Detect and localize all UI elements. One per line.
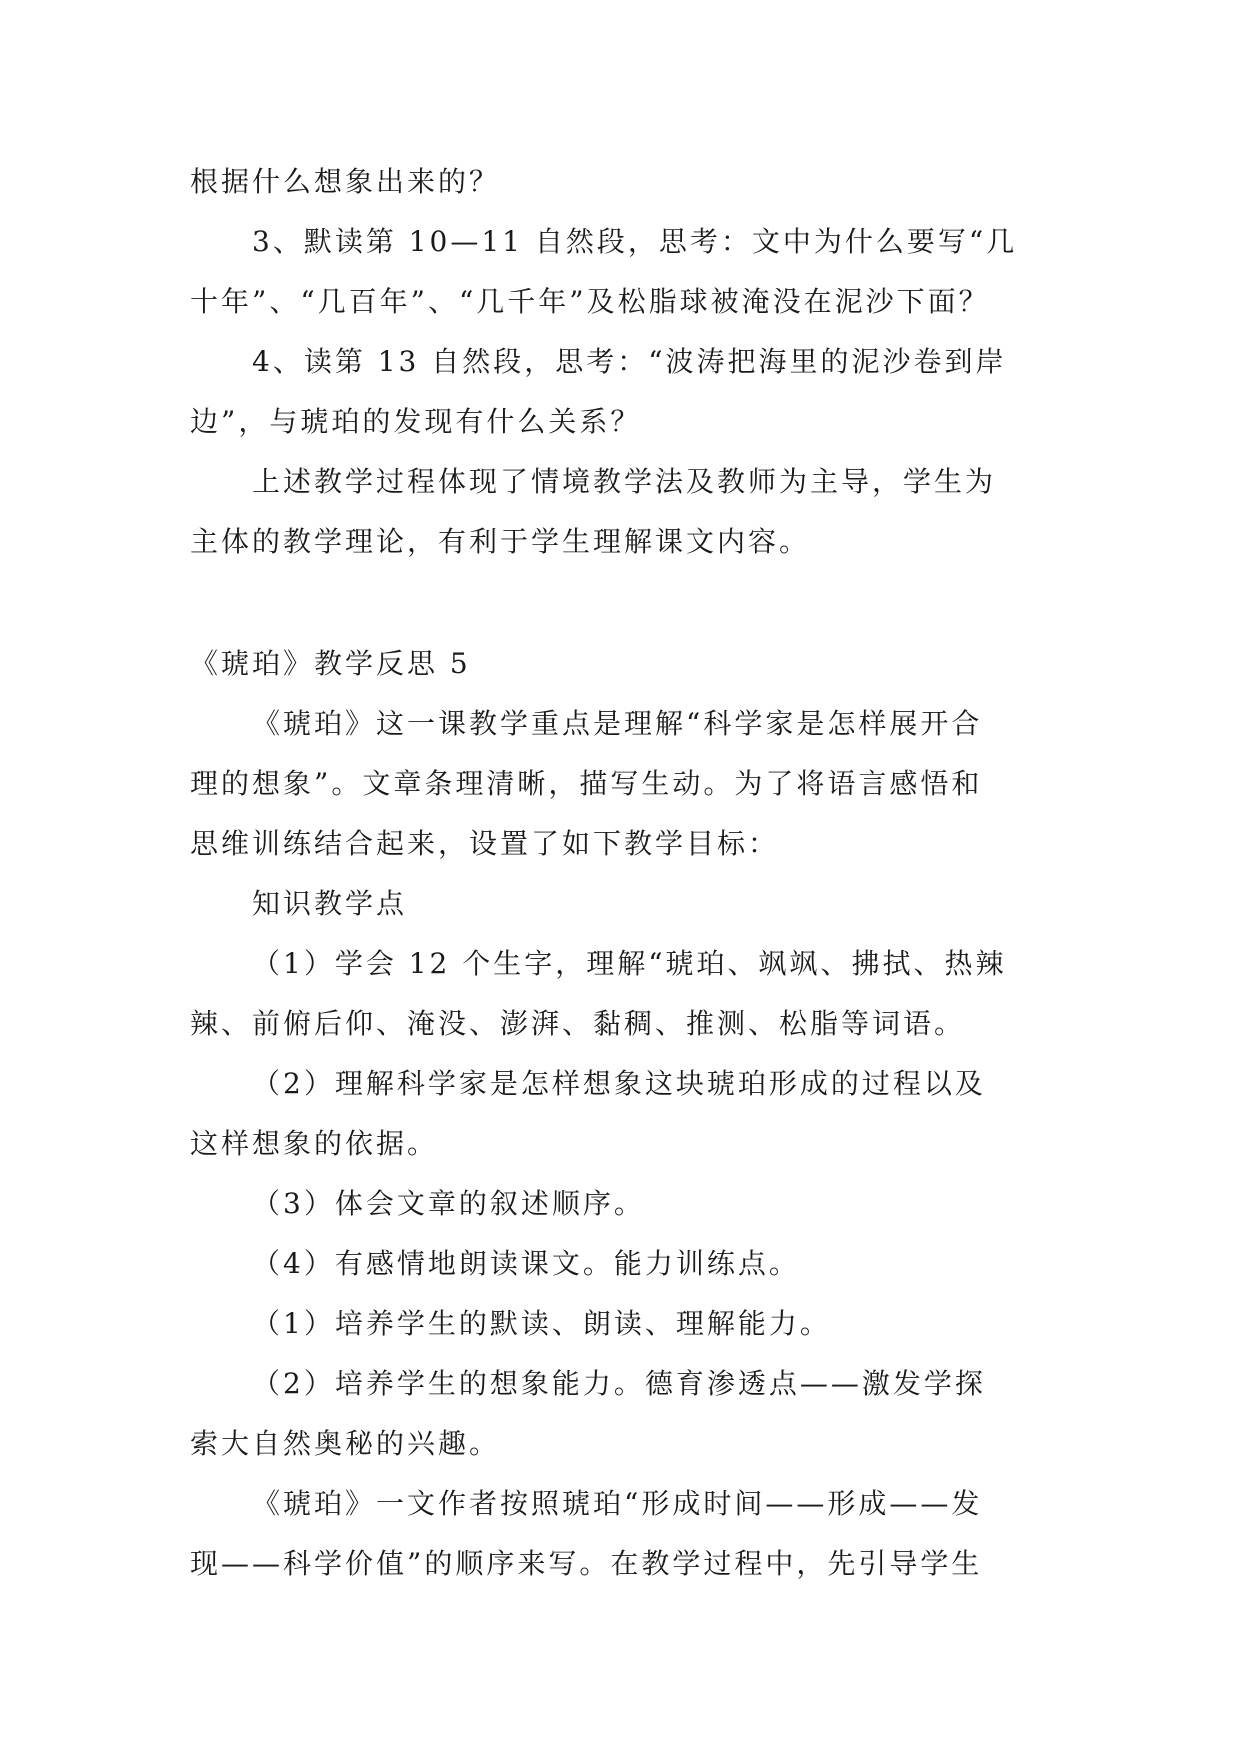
goal-line: （4）有感情地朗读课文。能力训练点。 bbox=[252, 1247, 800, 1280]
intro-line: 理的想象”。文章条理清晰，描写生动。为了将语言感悟和 bbox=[190, 767, 983, 800]
ability-line: 索大自然奥秘的兴趣。 bbox=[190, 1427, 501, 1460]
ability-line: （1）培养学生的默读、朗读、理解能力。 bbox=[252, 1307, 831, 1340]
intro-line: 思维训练结合起来，设置了如下教学目标： bbox=[190, 827, 780, 860]
body-line: 《琥珀》一文作者按照琥珀“形成时间——形成——发 bbox=[252, 1487, 983, 1520]
summary-line: 上述教学过程体现了情境教学法及教师为主导，学生为 bbox=[252, 465, 997, 498]
body-line: 现——科学价值”的顺序来写。在教学过程中，先引导学生 bbox=[190, 1547, 983, 1580]
summary-line: 主体的教学理论，有利于学生理解课文内容。 bbox=[190, 525, 811, 558]
goal-line: （2）理解科学家是怎样想象这块琥珀形成的过程以及 bbox=[252, 1067, 986, 1100]
question-3-line: 3、默读第 10—11 自然段，思考：文中为什么要写“几 bbox=[252, 225, 1018, 258]
section-heading: 《琥珀》教学反思 5 bbox=[190, 647, 471, 680]
section-spacer bbox=[190, 572, 1052, 634]
goal-line: （3）体会文章的叙述顺序。 bbox=[252, 1187, 645, 1220]
question-3-line: 十年”、“几百年”、“几千年”及松脂球被淹没在泥沙下面？ bbox=[190, 285, 990, 318]
intro-line: 《琥珀》这一课教学重点是理解“科学家是怎样展开合 bbox=[252, 707, 983, 740]
document-page bbox=[190, 152, 1052, 1594]
ability-line: （2）培养学生的想象能力。德育渗透点——激发学探 bbox=[252, 1367, 986, 1400]
goal-line: （1）学会 12 个生字，理解“琥珀、飒飒、拂拭、热辣 bbox=[252, 947, 1007, 980]
question-4-line: 4、读第 13 自然段，思考：“波涛把海里的泥沙卷到岸 bbox=[252, 345, 1007, 378]
subheading-knowledge: 知识教学点 bbox=[252, 887, 408, 920]
paragraph-line: 根据什么想象出来的？ bbox=[190, 165, 501, 198]
question-4-line: 边”，与琥珀的发现有什么关系？ bbox=[190, 405, 642, 438]
goal-line: 这样想象的依据。 bbox=[190, 1127, 439, 1160]
goal-line: 辣、前俯后仰、淹没、澎湃、黏稠、推测、松脂等词语。 bbox=[190, 1007, 966, 1040]
